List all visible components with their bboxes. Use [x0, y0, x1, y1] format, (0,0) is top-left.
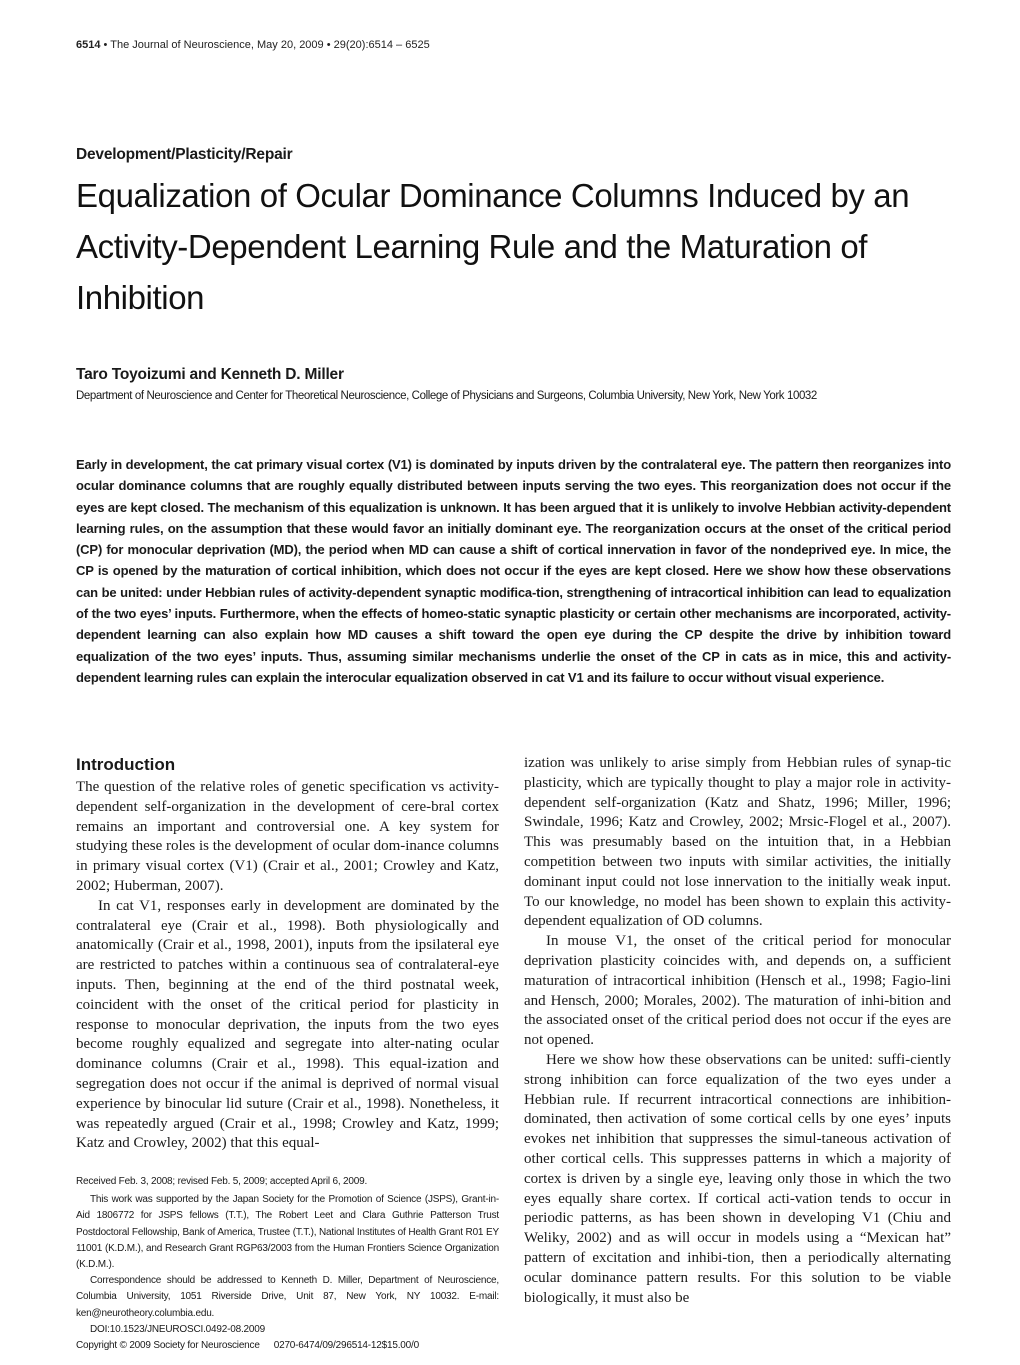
copyright: Copyright © 2009 Society for Neuroscience	[76, 1340, 260, 1352]
issn-price: 0270-6474/09/296514-12$15.00/0	[273, 1340, 419, 1352]
section-heading-introduction: Introduction	[76, 755, 176, 774]
authors: Taro Toyoizumi and Kenneth D. Miller	[76, 366, 344, 383]
paragraph: Here we show how these observations can be united: suffi-ciently strong inhibition can force equalization of the two eyes under a Hebbian rule. If recurrent intracortical connections are inhibition-dominated, then activation of some cortical cells by one eyes’ inputs evokes net inhibition that suppresses the simul-taneous activation of other cortical cells. This suppresses patterns in which a majority of cortex is driven by a single eye, leaving only those in which the two eyes equally share cortex. If cortical acti-vation tends to occur in periodic patterns, as has been shown in developing V1 (Chiu and Weliky, 2002) and as will occur in models using a “Mexican hat” pattern of excitation and inhibi-tion, then a periodically alternating ocular dominance pattern results. For this solution to be viable biologically, it must also be	[524, 1051, 951, 1306]
received-dates: Received Feb. 3, 2008; revised Feb. 5, 2009; accepted April 6, 2009.	[76, 1176, 368, 1187]
paragraph: ization was unlikely to arise simply from Hebbian rules of synap-tic plasticity, which are typically thought to play a major role in activity-dependent self-organization (Katz and Shatz, 1996; Miller, 1996; Swindale, 1996; Katz and Crowley, 2002; Mrsic-Flogel et al., 2007). This was presumably based on the intuition that, in a Hebbian competition between two inputs with similar activities, the initially dominant input could not lose innervation to the initially weak input. To our knowledge, no model has been shown to explain this activity-dependent equalization of OD columns.	[524, 755, 951, 930]
volume-pages: 29(20):6514 – 6525	[333, 39, 430, 51]
correspondence-note: Correspondence should be addressed to Kenneth D. Miller, Department of Neuroscience, Columbia University, 1051 Riverside Drive, Unit 87, New York, NY 10032. E-mail: ken@neurotheory.columbia.edu.	[76, 1275, 499, 1319]
separator-dot: •	[326, 39, 331, 51]
article-title: Equalization of Ocular Dominance Columns Induced by an Activity-Dependent Learning Rule and the Maturation of Inhibition	[76, 177, 910, 316]
affiliation: Department of Neuroscience and Center for Theoretical Neuroscience, College of Physicians and Surgeons, Columbia University, New York, New York 10032	[76, 390, 817, 402]
paragraph: In mouse V1, the onset of the critical period for monocular deprivation plasticity coincides with, and depends on, a sufficient maturation of intracortical inhibition (Hensch et al., 1998; Fagio-lini and Hensch, 2000; Morales, 2002). The maturation of inhi-bition and the associated onset of the critical period does not occur if the eyes are not opened.	[524, 933, 951, 1049]
section-tag: Development/Plasticity/Repair	[76, 146, 293, 163]
copyright-line	[76, 1338, 499, 1354]
page-number: 6514	[76, 39, 101, 51]
paragraph: In cat V1, responses early in development are dominated by the contralateral eye (Crair et al., 1998). Both physiologically and anatomically (Crair et al., 1998, 2001), inputs from the ipsilateral eye are restricted to patches within a continuous sea of contralateral-eye inputs. Then, beginning at the end of the third postnatal week, coincident with the onset of the critical period for plasticity in response to monocular deprivation, the inputs from the two eyes become roughly equalized and segregate into alter-nating ocular dominance columns (Crair et al., 1998). This equal-ization and segregation does not occur if the animal is deprived of normal visual experience by binocular lid suture (Crair et al., 1998). Nonetheless, it was repeatedly argued (Crair et al., 1998; Crowley and Katz, 1999; Katz and Crowley, 2002) that this equal-	[76, 897, 499, 1152]
left-column-body	[76, 778, 499, 1154]
left-column	[76, 754, 499, 1152]
running-head	[76, 38, 956, 52]
funding-note: This work was supported by the Japan Society for the Promotion of Science (JSPS), Grant-in-Aid 1806772 for JSPS fellows (T.T.), The Robert Leet and Clara Guthrie Patterson Trust Postdoctoral Fellowship, Bank of America, Trustee (T.T.), National Institutes of Health Grant R01 EY 11001 (K.D.M.), and Research Grant RGP63/2003 from the Human Frontiers Science Organization (K.D.M.).	[76, 1194, 499, 1271]
abstract: Early in development, the cat primary visual cortex (V1) is dominated by inputs driven by the contralateral eye. The pattern then reorganizes into ocular dominance columns that are roughly equally distributed between inputs serving the two eyes. This reorganization does not occur if the eyes are kept closed. The mechanism of this equalization is unknown. It has been argued that it is unlikely to involve Hebbian activity-dependent learning rules, on the assumption that these would favor an initially dominant eye. The reorganization occurs at the onset of the critical period (CP) for monocular deprivation (MD), the period when MD can cause a shift of cortical innervation in favor of the nondeprived eye. In mice, the CP is opened by the maturation of cortical inhibition, which does not occur if the eyes are kept closed. Here we show how these observations can be united: under Hebbian rules of activity-dependent synaptic modifica-tion, strengthening of intracortical inhibition can lead to equalization of the two eyes’ inputs. Furthermore, when the effects of homeo-static synaptic plasticity or certain other mechanisms are incorporated, activity-dependent learning can also explain how MD causes a shift toward the open eye during the CP despite the drive by inhibition toward equalization of the two eyes’ inputs. Thus, assuming similar mechanisms underlie the onset of the CP in cats as in mice, this and activity-dependent learning rules can explain the interocular equalization observed in cat V1 and its failure to occur without visual experience.	[76, 457, 951, 685]
right-column	[524, 754, 951, 1308]
separator-dot: •	[103, 39, 108, 51]
paragraph: The question of the relative roles of genetic specification vs activity-dependent self-organization in the development of cere-bral cortex remains an important and controversial one. A key system for studying these roles is the development of ocular dom-inance columns in primary visual cortex (V1) (Crair et al., 2001; Crowley and Katz, 2002; Huberman, 2007).	[76, 779, 499, 894]
footnotes	[76, 1174, 499, 1354]
doi: DOI:10.1523/JNEUROSCI.0492-08.2009	[90, 1323, 265, 1335]
journal-citation: The Journal of Neuroscience, May 20, 2009	[110, 39, 324, 51]
